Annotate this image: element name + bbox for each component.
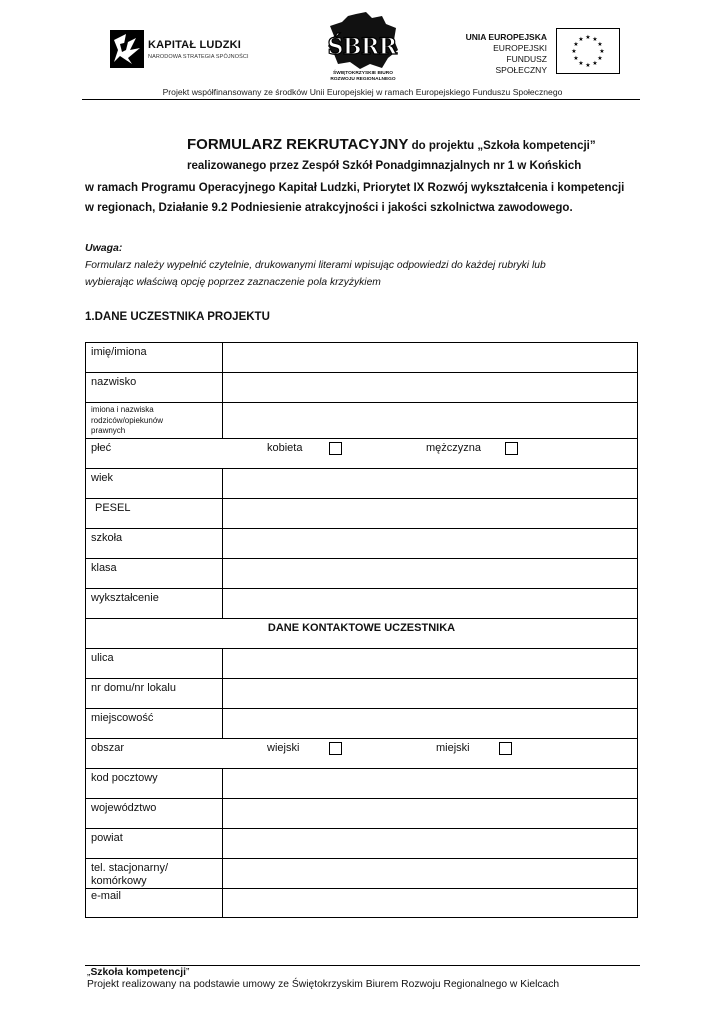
note-line-1: Formularz należy wypełnić czytelnie, drukowanymi literami wpisując odpowiedzi do każdej rubryki lub: [85, 260, 546, 271]
row-street: [85, 648, 638, 678]
row-area: [85, 738, 638, 768]
svg-text:★: ★: [585, 34, 591, 41]
svg-text:★: ★: [592, 36, 598, 43]
label-age: wiek: [91, 472, 114, 484]
checkbox-urban[interactable]: [499, 742, 512, 755]
section-heading-participant: 1.DANE UCZESTNIKA PROJEKTU: [85, 311, 270, 323]
input-email[interactable]: [223, 889, 637, 917]
checkbox-rural[interactable]: [329, 742, 342, 755]
label-last-name: nazwisko: [91, 376, 137, 388]
row-voivodeship: [85, 798, 638, 828]
footer-agreement-note: Projekt realizowany na podstawie umowy ze Świętokrzyskim Biurem Rozwoju Regionalnego w Kielcach: [87, 979, 560, 990]
contact-section-heading: DANE KONTAKTOWE UCZESTNIKA: [267, 622, 456, 634]
kapital-ludzki-title: KAPITAŁ LUDZKI: [148, 39, 242, 51]
label-gender: płeć: [91, 442, 112, 454]
form-title-line-4: w regionach, Działanie 9.2 Podniesienie atrakcyjności i jakości szkolnictwa zawodowego.: [85, 202, 573, 214]
checkbox-male[interactable]: [505, 442, 518, 455]
kapital-ludzki-subtitle: NARODOWA STRATEGIA SPÓJNOŚCI: [148, 54, 249, 60]
form-title-line-2: realizowanego przez Zespół Szkół Ponadgimnazjalnych nr 1 w Końskich: [187, 160, 582, 172]
input-last-name[interactable]: [223, 373, 637, 402]
label-urban: miejski: [436, 742, 470, 754]
label-rural: wiejski: [267, 742, 300, 754]
row-school: [85, 528, 638, 558]
label-email: e-mail: [91, 890, 121, 902]
svg-text:★: ★: [573, 55, 579, 62]
label-voivodeship: województwo: [91, 802, 157, 814]
svg-text:★: ★: [592, 60, 598, 67]
label-city: miejscowość: [91, 712, 154, 724]
input-city[interactable]: [223, 709, 637, 738]
label-female: kobieta: [267, 442, 303, 454]
note-heading: Uwaga:: [85, 242, 123, 254]
input-age[interactable]: [223, 469, 637, 498]
row-phone: [85, 858, 638, 888]
row-contact-heading: [85, 618, 638, 648]
input-pesel[interactable]: [223, 499, 637, 528]
input-postal-code[interactable]: [223, 769, 637, 798]
svg-text:★: ★: [571, 48, 577, 55]
row-education: [85, 588, 638, 618]
note-line-2: wybierając właściwą opcję poprzez zaznaczenie pola krzyżykiem: [85, 277, 381, 288]
svg-text:★: ★: [578, 60, 584, 67]
checkbox-female[interactable]: [329, 442, 342, 455]
svg-text:★: ★: [573, 41, 579, 48]
input-education[interactable]: [223, 589, 637, 618]
sbrr-logo-caption: ŚWIĘTOKRZYSKIE BIURO ROZWOJU REGIONALNEGO: [330, 71, 396, 82]
row-county: [85, 828, 638, 858]
svg-text:★: ★: [578, 36, 584, 43]
label-area: obszar: [91, 742, 125, 754]
input-class[interactable]: [223, 559, 637, 588]
input-first-name[interactable]: [223, 343, 637, 372]
row-email: [85, 888, 638, 918]
form-title-suffix: do projektu „Szkoła kompetencji”: [408, 140, 596, 152]
row-age: [85, 468, 638, 498]
input-phone[interactable]: [223, 859, 637, 888]
kapital-ludzki-emblem-icon: [110, 30, 144, 68]
input-parents[interactable]: [223, 403, 637, 438]
form-title-line-3: w ramach Programu Operacyjnego Kapitał Ludzki, Priorytet IX Rozwój wykształcenia i kompetencji: [85, 182, 625, 194]
eu-line-2: EUROPEJSKI: [493, 43, 547, 53]
label-class: klasa: [91, 562, 117, 574]
input-school[interactable]: [223, 529, 637, 558]
form-title: [187, 136, 596, 154]
label-phone: tel. stacjonarny/ komórkowy: [91, 862, 169, 887]
label-male: mężczyzna: [426, 442, 482, 454]
row-house-number: [85, 678, 638, 708]
cofinancing-note: Projekt współfinansowany ze środków Unii Europejskiej w ramach Europejskiego Funduszu Społecznego: [162, 87, 563, 97]
footer-divider: [85, 965, 640, 966]
svg-text:★: ★: [585, 62, 591, 69]
eu-efs-text: [455, 32, 547, 76]
row-class: [85, 558, 638, 588]
eu-line-3: FUNDUSZ SPOŁECZNY: [495, 54, 547, 75]
label-first-name: imię/imiona: [91, 346, 147, 358]
row-postal-code: [85, 768, 638, 798]
row-last-name: [85, 372, 638, 402]
row-pesel: [85, 498, 638, 528]
form-title-main: FORMULARZ REKRUTACYJNY: [187, 136, 409, 153]
row-first-name: [85, 342, 638, 372]
input-house-number[interactable]: [223, 679, 637, 708]
eu-flag-icon: [556, 28, 620, 74]
label-street: ulica: [91, 652, 114, 664]
sbrr-logo-name: ŚBRR: [327, 34, 397, 60]
label-house-number: nr domu/nr lokalu: [91, 682, 176, 694]
svg-text:★: ★: [597, 55, 603, 62]
input-county[interactable]: [223, 829, 637, 858]
header-divider: [82, 99, 640, 100]
row-gender: [85, 438, 638, 468]
label-pesel: PESEL: [95, 502, 131, 514]
eu-line-1: UNIA EUROPEJSKA: [465, 32, 547, 42]
kapital-ludzki-logo: [110, 30, 260, 74]
sbrr-logo: [318, 10, 408, 85]
label-county: powiat: [91, 832, 123, 844]
label-postal-code: kod pocztowy: [91, 772, 158, 784]
input-voivodeship[interactable]: [223, 799, 637, 828]
label-parents: imiona i nazwiska rodziców/opiekunów prawnych: [91, 405, 164, 435]
svg-text:★: ★: [597, 41, 603, 48]
svg-text:★: ★: [599, 48, 605, 55]
label-school: szkoła: [91, 532, 123, 544]
row-city: [85, 708, 638, 738]
input-street[interactable]: [223, 649, 637, 678]
footer-project-name: „Szkoła kompetencji”: [87, 967, 190, 978]
recruitment-form-table: [85, 342, 638, 918]
row-parents: [85, 402, 638, 438]
label-education: wykształcenie: [91, 592, 159, 604]
